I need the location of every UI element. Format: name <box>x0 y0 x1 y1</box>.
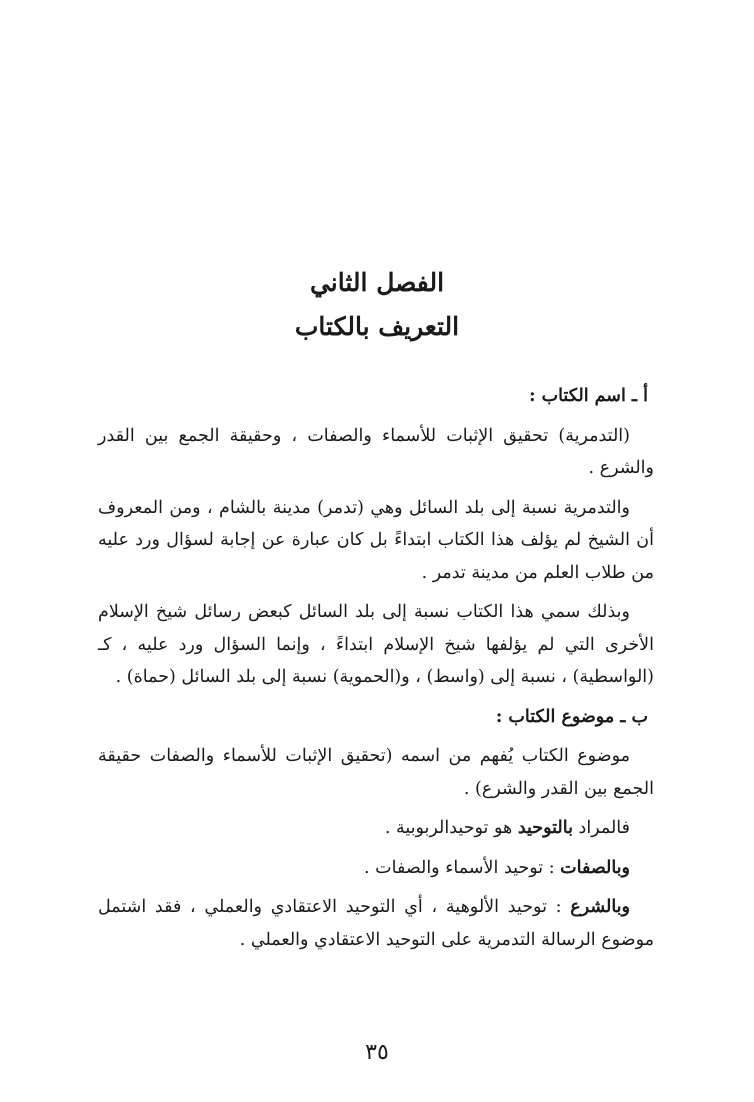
definition-item <box>98 852 654 885</box>
item-lead: وبالصفات <box>560 857 630 878</box>
body-text <box>98 380 654 963</box>
paragraph: (التدمرية) تحقيق الإثبات للأسماء والصفات ، وحقيقة الجمع بين القدر والشرع . <box>98 425 654 478</box>
paragraph: وبذلك سمي هذا الكتاب نسبة إلى بلد السائل كبعض رسائل شيخ الإسلام الأخرى التي لم يؤلفها شيخ الإسلام ابتداءً ، وإنما السؤال ورد عليه ، كـ (الواسطية) ، نسبة إلى (واسط) ، و(الحموية) نسبة إلى بلد السائل (حماة) . <box>98 602 654 687</box>
section-a-heading: أ ـ اسم الكتاب : <box>529 386 648 406</box>
item-lead: بالتوحيد <box>517 818 573 838</box>
item-prefix: فالمراد <box>572 818 630 838</box>
paragraph: موضوع الكتاب يُفهم من اسمه (تحقيق الإثبات للأسماء والصفات حقيقة الجمع بين القدر والشرع) . <box>98 746 654 799</box>
item-rest: هو توحيدالربوبية . <box>384 818 518 838</box>
definition-item <box>98 812 654 845</box>
chapter-title: الفصل الثاني <box>309 268 445 297</box>
item-rest: : توحيد الألوهية ، أي التوحيد الاعتقادي والعملي ، فقد اشتمل موضوع الرسالة التدمرية على التوحيد الاعتقادي والعملي . <box>98 897 654 950</box>
page-number: ٣٥ <box>365 1040 389 1065</box>
definition-item <box>98 891 654 956</box>
paragraph: والتدمرية نسبة إلى بلد السائل وهي (تدمر) مدينة بالشام ، ومن المعروف أن الشيخ لم يؤلف هذا الكتاب ابتداءً بل كان عبارة عن إجابة لسؤال ورد عليه من طلاب العلم من مدينة تدمر . <box>98 497 654 583</box>
item-rest: : توحيد الأسماء والصفات . <box>364 857 561 878</box>
item-lead: وبالشرع <box>570 897 630 917</box>
section-b-heading: ب ـ موضوع الكتاب : <box>495 706 648 727</box>
chapter-subtitle: التعريف بالكتاب <box>294 312 460 341</box>
